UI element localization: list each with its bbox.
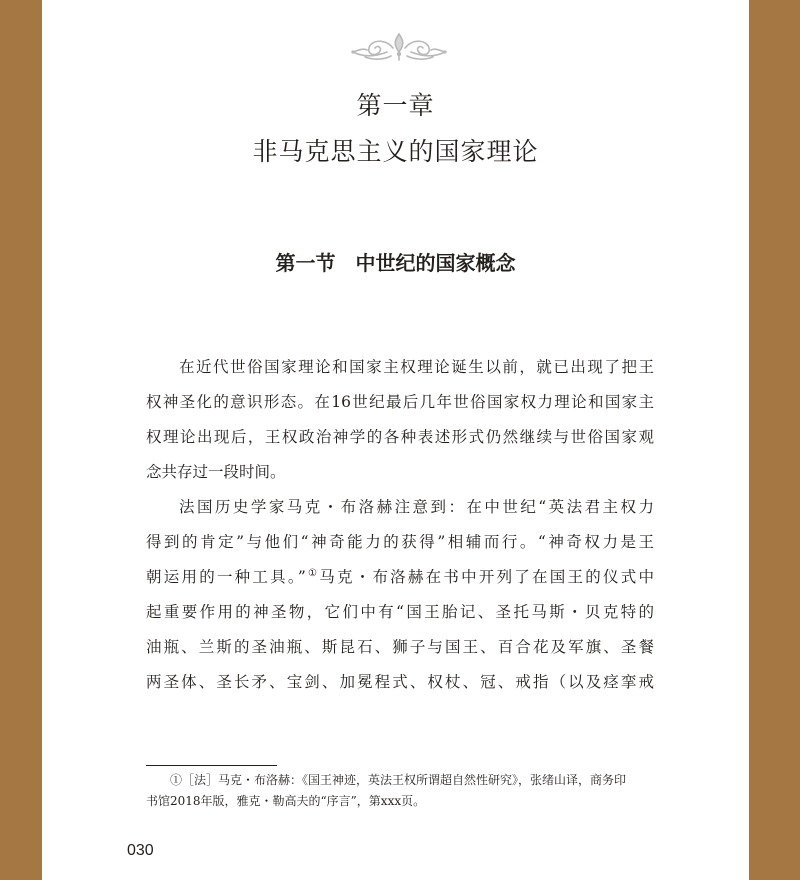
paragraph-line: 念共存过一段时间。: [146, 463, 286, 481]
paragraph-line: 油瓶、兰斯的圣油瓶、斯昆石、狮子与国王、百合花及军旗、圣餐: [146, 638, 654, 656]
section-title: 第一节 中世纪的国家概念: [275, 251, 516, 275]
paragraph-line: 权神圣化的意识形态。在16世纪最后几年世俗国家权力理论和国家主: [146, 393, 654, 411]
footnote-text: ①［法］马克・布洛赫：《国王神迹，英法王权所谓超自然性研究》，张绪山译，商务印: [170, 773, 627, 787]
chapter-title: 非马克思主义的国家理论: [252, 137, 539, 166]
paragraph-line: 在近代世俗国家理论和国家主权理论诞生以前，就已出现了把王: [179, 358, 654, 376]
paragraph-line: 起重要作用的神圣物，它们中有“国王胎记、圣托马斯・贝克特的: [146, 603, 654, 621]
paragraph-line: 权理论出现后，王权政治神学的各种表述形式仍然继续与世俗国家观: [146, 428, 654, 446]
chapter-number: 第一章: [356, 91, 435, 120]
paragraph-line-part: 朝运用的一种工具。”: [146, 568, 306, 586]
decorative-ornament-icon: [347, 30, 451, 64]
book-page: [42, 0, 749, 880]
paragraph-line-part: 马克・布洛赫在书中开列了在国王的仪式中: [319, 568, 654, 586]
paragraph-line: [146, 567, 654, 587]
footnote-reference[interactable]: ①: [305, 567, 320, 579]
footnote-text: 书馆2018年版，雅克・勒高夫的“序言”，第xxx页。: [146, 794, 426, 808]
paragraph-line: 法国历史学家马克・布洛赫注意到：在中世纪“英法君主权力: [179, 498, 654, 516]
page-number: 030: [127, 842, 154, 859]
paragraph-line: 得到的肯定”与他们“神奇能力的获得”相辅而行。“神奇权力是王: [146, 533, 654, 551]
paragraph-line: 两圣体、圣长矛、宝剑、加冕程式、权杖、冠、戒指（以及痉挛戒: [146, 673, 654, 691]
footnote-divider: [146, 765, 277, 766]
